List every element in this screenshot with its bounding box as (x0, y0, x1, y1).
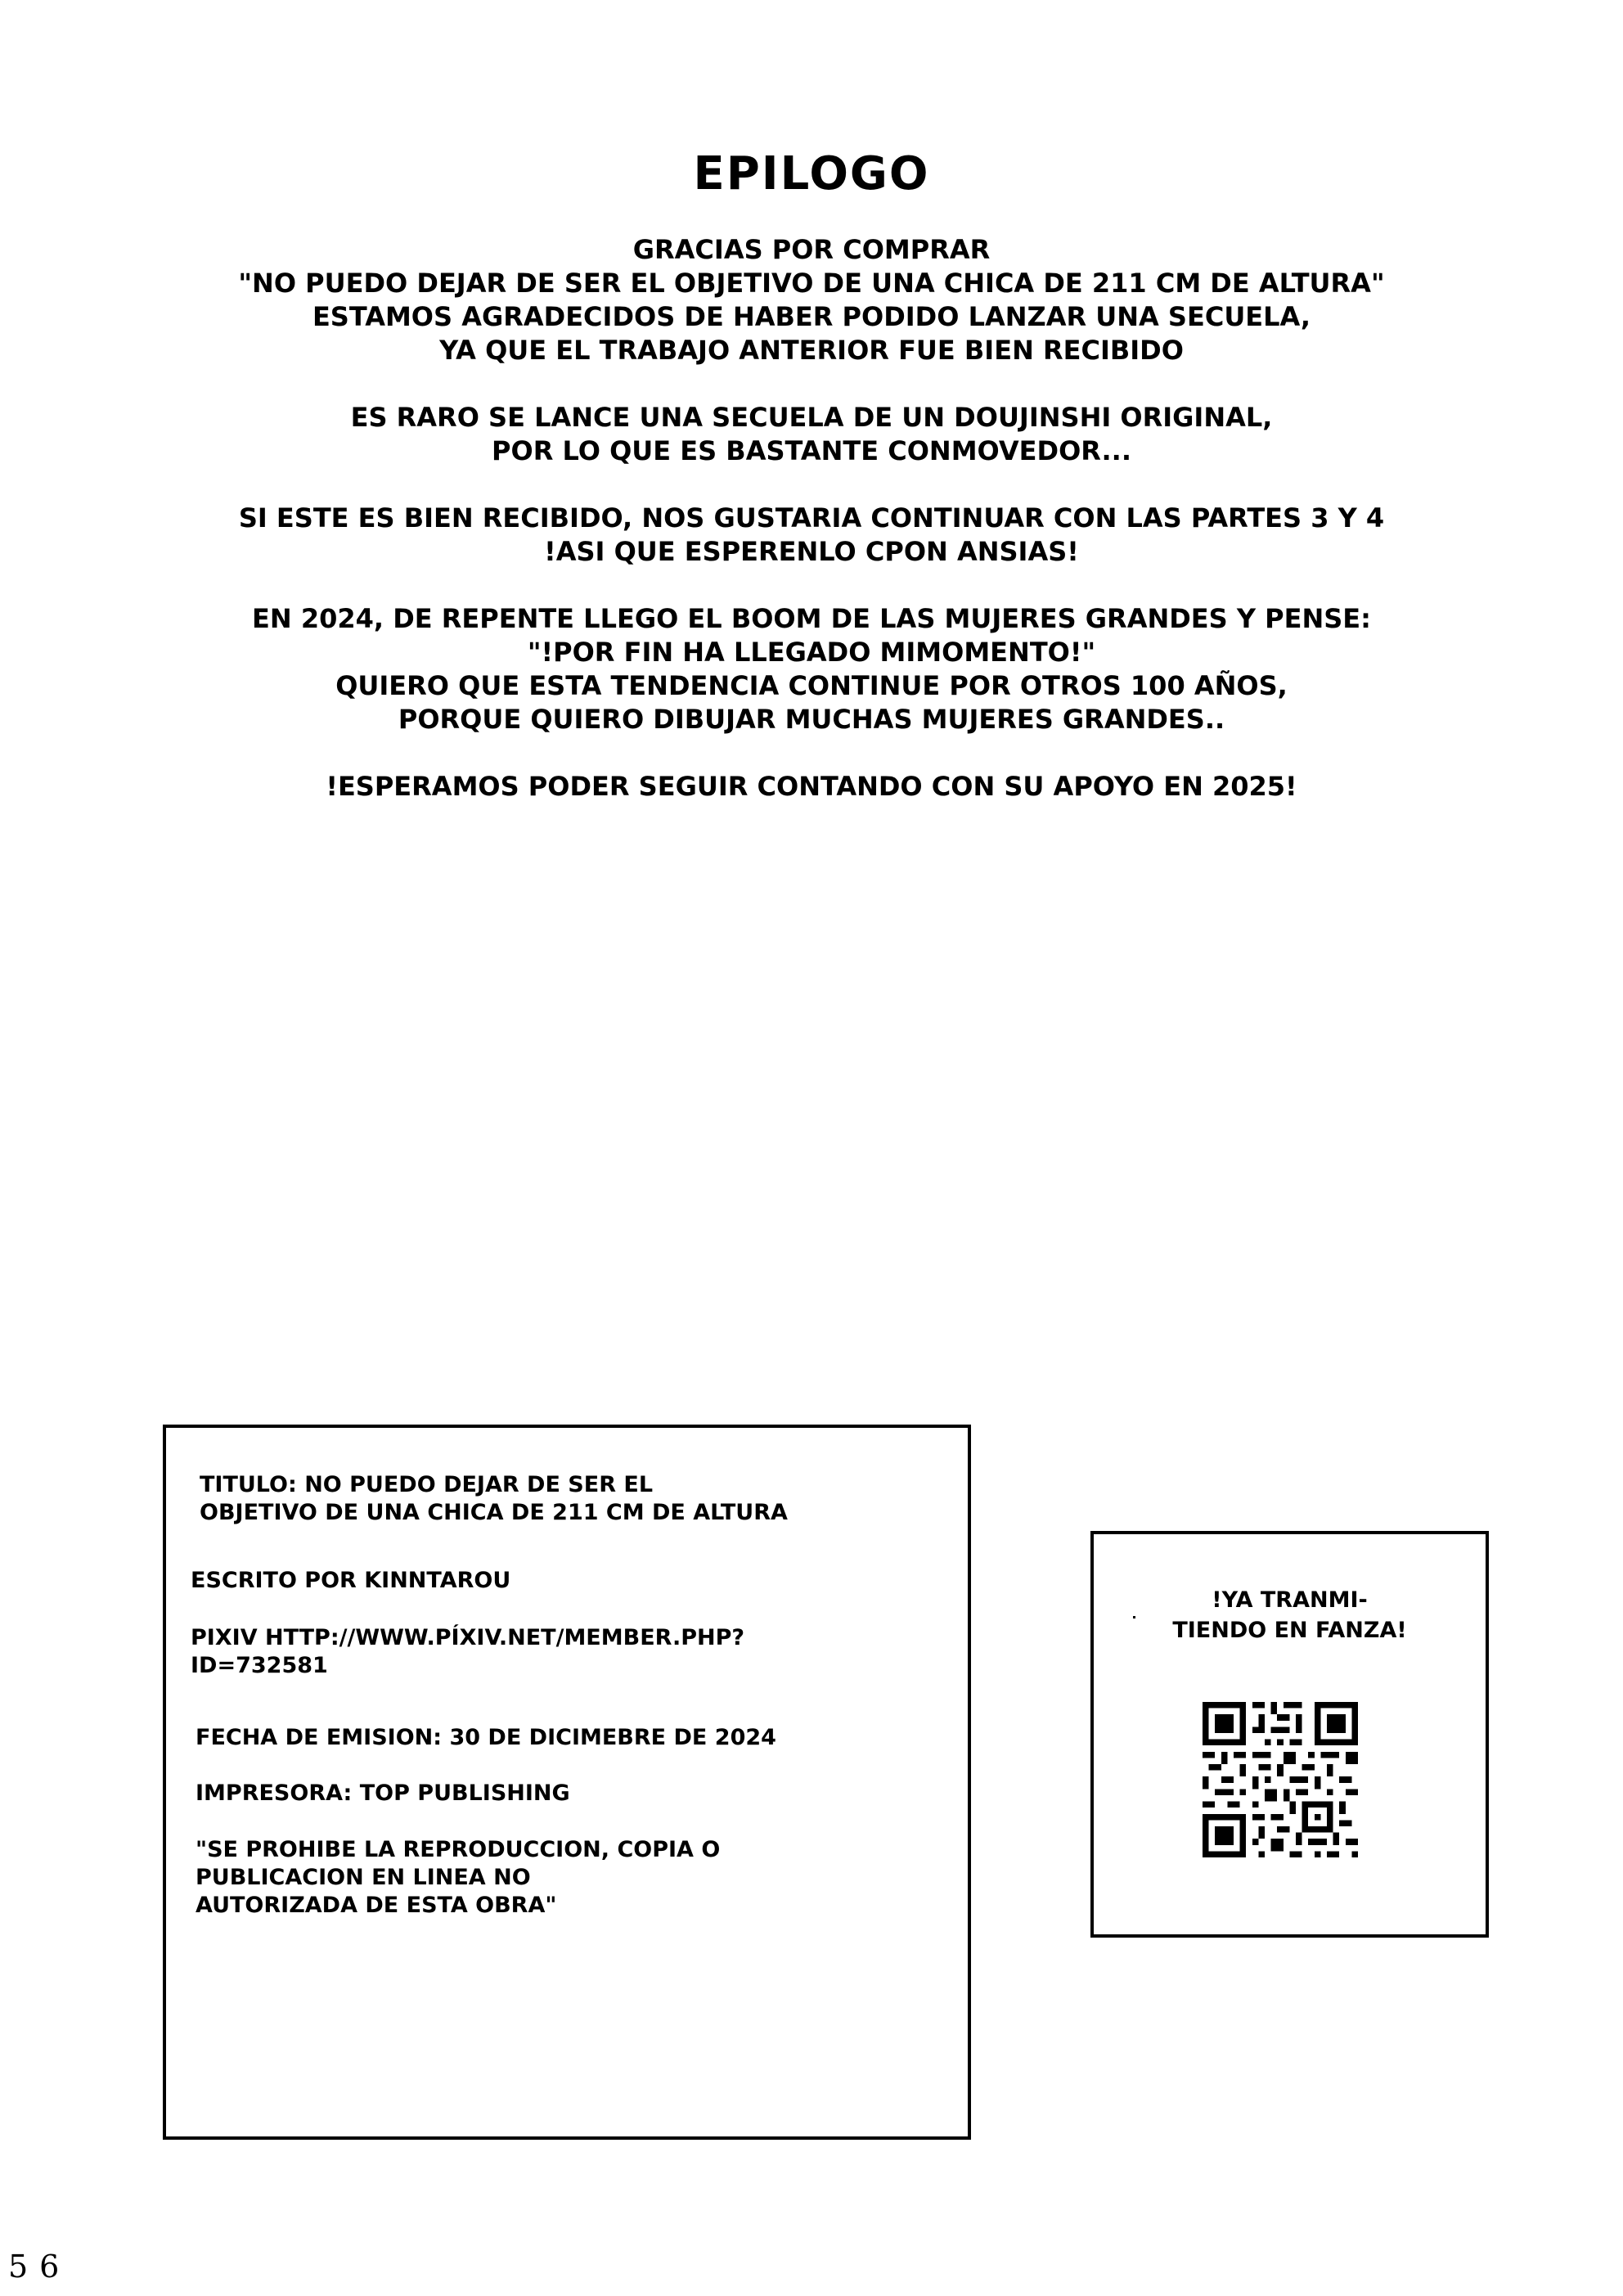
colophon-notice (196, 1836, 720, 1920)
text-line: QUIERO QUE ESTA TENDENCIA CONTINUE POR OTROS 100 AÑOS, (335, 670, 1288, 701)
text-line: ES RARO SE LANCE UNA SECUELA DE UN DOUJINSHI ORIGINAL, (350, 402, 1273, 433)
text-line: !ESPERAMOS PODER SEGUIR CONTANDO CON SU APOYO EN 2025! (326, 771, 1297, 802)
speck (1133, 1616, 1135, 1618)
text-line: PIXIV HTTP://WWW.PÍXIV.NET/MEMBER.PHP? (191, 1625, 745, 1650)
text-line: TIENDO EN FANZA! (1172, 1618, 1407, 1643)
text-line: !YA TRANMI- (1212, 1587, 1368, 1613)
text-line: "NO PUEDO DEJAR DE SER EL OBJETIVO DE UNA CHICA DE 211 CM DE ALTURA" (238, 268, 1385, 299)
qr-code-icon[interactable] (1203, 1702, 1358, 1857)
text-line: EN 2024, DE REPENTE LLEGO EL BOOM DE LAS MUJERES GRANDES Y PENSE: (252, 603, 1371, 634)
paragraph-continuation (49, 502, 1574, 569)
text-line: ID=732581 (191, 1653, 328, 1678)
paragraph-closing (49, 770, 1574, 804)
text-line: AUTORIZADA DE ESTA OBRA" (196, 1893, 557, 1918)
text-line: ESTAMOS AGRADECIDOS DE HABER PODIDO LANZAR UNA SECUELA, (312, 301, 1311, 332)
qr-box (1090, 1531, 1489, 1938)
colophon-title (200, 1471, 788, 1527)
paragraph-sequel (49, 401, 1574, 468)
epilogue-text (49, 233, 1574, 837)
paragraph-trend (49, 602, 1574, 736)
text-line: OBJETIVO DE UNA CHICA DE 211 CM DE ALTURA (200, 1500, 788, 1525)
page-title: EPILOGO (693, 147, 930, 200)
text-line: GRACIAS POR COMPRAR (632, 234, 991, 265)
colophon-printer: IMPRESORA: TOP PUBLISHING (196, 1781, 570, 1806)
text-line: "!POR FIN HA LLEGADO MIMOMENTO!" (527, 637, 1096, 668)
colophon-date: FECHA DE EMISION: 30 DE DICIMEBRE DE 2024 (196, 1725, 776, 1750)
text-line: !ASI QUE ESPERENLO CPON ANSIAS! (544, 536, 1079, 567)
text-line: SI ESTE ES BIEN RECIBIDO, NOS GUSTARIA CONTINUAR CON LAS PARTES 3 Y 4 (238, 502, 1385, 533)
text-line: PUBLICACION EN LINEA NO (196, 1865, 531, 1890)
page-number: 56 (8, 2249, 71, 2285)
colophon-box (163, 1425, 971, 2140)
text-line: "SE PROHIBE LA REPRODUCCION, COPIA O (196, 1837, 721, 1862)
paragraph-thanks (49, 233, 1574, 367)
colophon-author: ESCRITO POR KINNTAROU (191, 1568, 511, 1593)
text-line: YA QUE EL TRABAJO ANTERIOR FUE BIEN RECIBIDO (439, 335, 1184, 366)
text-line: POR LO QUE ES BASTANTE CONMOVEDOR... (492, 435, 1131, 466)
qr-caption (1094, 1585, 1486, 1645)
colophon-pixiv (191, 1624, 744, 1680)
text-line: PORQUE QUIERO DIBUJAR MUCHAS MUJERES GRANDES.. (398, 704, 1225, 735)
text-line: TITULO: NO PUEDO DEJAR DE SER EL (200, 1472, 654, 1497)
